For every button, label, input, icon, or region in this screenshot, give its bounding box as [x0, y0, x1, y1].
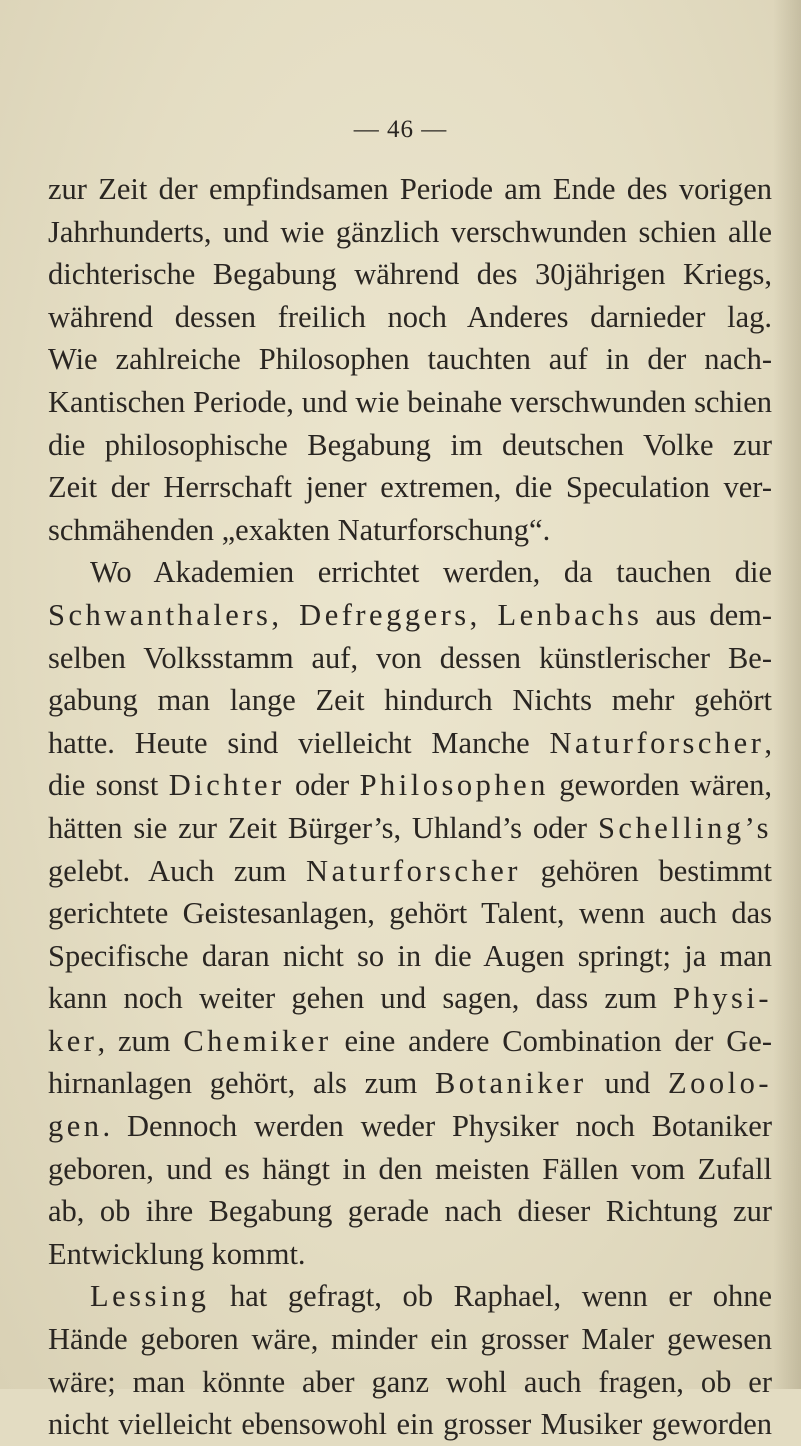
text-line: [48, 253, 772, 296]
text-segment: gelebt. Auch zum: [48, 853, 307, 888]
text-line: [48, 637, 772, 680]
spaced-emphasis: Physi-: [673, 981, 772, 1016]
text-segment: hat gefragt, ob Raphael, wenn er ohne: [209, 1279, 772, 1314]
text-line: [48, 509, 772, 552]
text-line: [48, 1275, 772, 1318]
text-segment: gerichtete Geistesanlagen, gehört Talent, wenn auch das: [48, 896, 772, 931]
text-line: [48, 594, 772, 637]
text-segment: schmähenden „exakten Naturforschung“.: [48, 512, 551, 547]
text-segment: hatte. Heute sind vielleicht Manche: [48, 725, 550, 760]
spaced-emphasis: Chemiker: [183, 1023, 332, 1058]
text-line: [48, 1233, 772, 1276]
text-segment: Specifische daran nicht so in die Augen springt; ja man: [48, 938, 772, 973]
spaced-emphasis: Naturforscher: [549, 725, 765, 760]
spaced-emphasis: Naturforscher: [306, 853, 521, 888]
text-line: [48, 551, 772, 594]
text-line: [48, 850, 772, 893]
text-line: [48, 168, 772, 211]
text-segment: Jahrhunderts, und wie gänzlich verschwunden schien alle: [48, 214, 772, 249]
text-line: [48, 338, 772, 381]
text-line: [48, 296, 772, 339]
text-segment: oder: [284, 768, 360, 803]
spaced-emphasis: Zoolo-: [667, 1066, 772, 1101]
page-number: — 46 —: [353, 116, 448, 143]
text-segment: eine andere Combination der Ge-: [331, 1023, 772, 1058]
text-segment: gabung man lange Zeit hindurch Nichts mehr gehört: [48, 683, 772, 718]
spaced-emphasis: Philosophen: [359, 768, 549, 803]
text-segment: Wie zahlreiche Philosophen tauchten auf in der nach-: [48, 342, 772, 377]
text-segment: dichterische Begabung während des 30jährigen Kriegs,: [48, 257, 772, 292]
spaced-emphasis: Schelling’s: [597, 810, 772, 845]
text-line: [48, 211, 772, 254]
text-segment: aus dem-: [642, 597, 772, 632]
text-segment: ,: [764, 725, 772, 760]
page-edge-shadow: [773, 0, 801, 1389]
text-segment: zur Zeit der empfindsamen Periode am Ende des vorigen: [48, 172, 772, 206]
text-segment: ab, ob ihre Begabung gerade nach dieser Richtung zur: [48, 1194, 772, 1229]
text-line: [48, 935, 772, 978]
text-line: [48, 1361, 772, 1404]
text-line: [48, 977, 772, 1020]
text-segment: . Dennoch werden weder Physiker noch Botaniker: [102, 1109, 772, 1144]
text-segment: wäre; man könnte aber ganz wohl auch fragen, ob er: [48, 1364, 772, 1399]
spaced-emphasis: gen: [48, 1109, 103, 1144]
body-text: [48, 168, 772, 1446]
text-segment: kann noch weiter gehen und sagen, dass zum: [48, 981, 674, 1016]
text-segment: hätten sie zur Zeit Bürger’s, Uhland’s oder: [48, 810, 598, 845]
text-segment: , zum: [97, 1023, 184, 1058]
text-segment: während dessen freilich noch Anderes darnieder lag.: [48, 299, 772, 334]
spaced-emphasis: Dichter: [168, 768, 285, 803]
spaced-emphasis: Lessing: [90, 1279, 210, 1314]
text-segment: nicht vielleicht ebensowohl ein grosser Musiker geworden: [48, 1407, 772, 1442]
text-segment: selben Volksstamm auf, von dessen künstlerischer Be-: [48, 640, 772, 675]
text-line: [48, 1062, 772, 1105]
text-segment: gehören bestimmt: [520, 853, 772, 888]
text-segment: geworden wären,: [548, 768, 772, 803]
text-line: [48, 1318, 772, 1361]
text-segment: Kantischen Periode, und wie beinahe verschwunden schien: [48, 384, 772, 419]
text-line: [48, 679, 772, 722]
text-line: [48, 1020, 772, 1063]
text-line: [48, 722, 772, 765]
text-segment: Zeit der Herrschaft jener extremen, die Speculation ver-: [48, 470, 772, 505]
text-segment: hirnanlagen gehört, als zum: [48, 1066, 435, 1101]
text-segment: und: [586, 1066, 668, 1101]
text-line: [48, 1105, 772, 1148]
text-line: [48, 1190, 772, 1233]
text-segment: die sonst: [48, 768, 169, 803]
text-line: [48, 424, 772, 467]
text-segment: Entwicklung kommt.: [48, 1236, 306, 1271]
text-line: [48, 892, 772, 935]
text-segment: geboren, und es hängt in den meisten Fällen vom Zufall: [48, 1151, 772, 1186]
text-line: [48, 1148, 772, 1191]
spaced-emphasis: Schwanthalers, Defreggers, Lenbachs: [48, 597, 643, 632]
text-line: [48, 466, 772, 509]
text-line: [48, 381, 772, 424]
text-line: [48, 807, 772, 850]
text-line: [48, 764, 772, 807]
text-segment: Wo Akademien errichtet werden, da tauchen die: [90, 555, 772, 590]
spaced-emphasis: ker: [48, 1023, 98, 1058]
spaced-emphasis: Botaniker: [434, 1066, 587, 1101]
text-segment: Hände geboren wäre, minder ein grosser Maler gewesen: [48, 1322, 772, 1357]
text-line: [48, 1403, 772, 1446]
text-segment: die philosophische Begabung im deutschen Volke zur: [48, 427, 772, 462]
